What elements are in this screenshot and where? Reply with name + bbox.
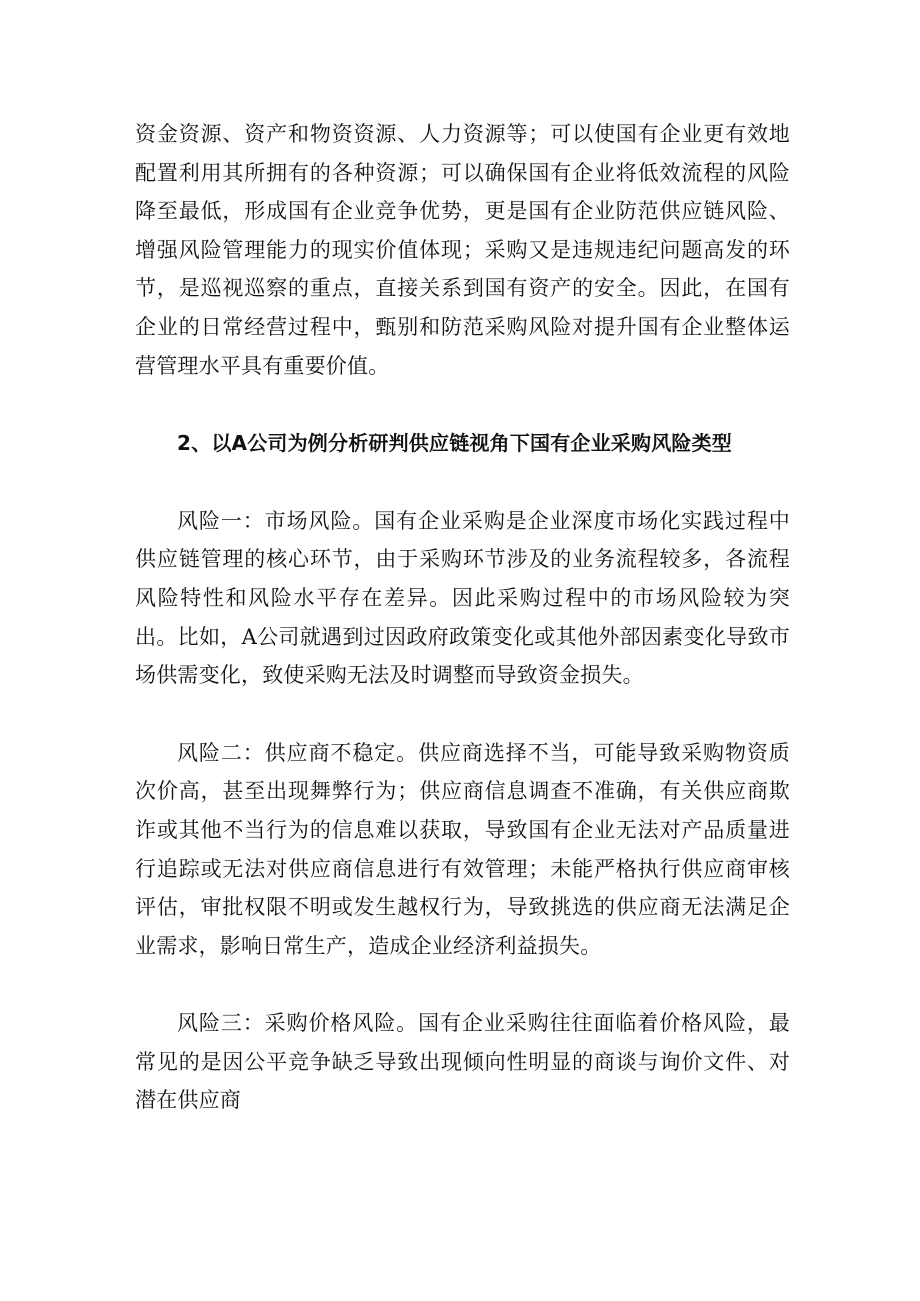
document-body bbox=[135, 115, 790, 1120]
risk-paragraph-supplier: 风险二：供应商不稳定。供应商选择不当，可能导致采购物资质次价高，甚至出现舞弊行为；供应商信息调查不准确，有关供应商欺诈或其他不当行为的信息难以获取，导致国有企业无法对产品质量进行追踪或无法对供应商信息进行有效管理；未能严格执行供应商审核评估，审批权限不明或发生越权行为，导致挑选的供应商无法满足企业需求，影响日常生产，造成企业经济利益损失。 bbox=[135, 740, 790, 958]
risk-paragraph-market: 风险一：市场风险。国有企业采购是企业深度市场化实践过程中供应链管理的核心环节，由于采购环节涉及的业务流程较多，各流程风险特性和风险水平存在差异。因此采购过程中的市场风险较为突出。比如，A公司就遇到过因政府政策变化或其他外部因素变化导致市场供需变化，致使采购无法及时调整而导致资金损失。 bbox=[135, 508, 790, 688]
section-heading: 2、以A公司为例分析研判供应链视角下国有企业采购风险类型 bbox=[177, 431, 732, 456]
risk-paragraph-price: 风险三：采购价格风险。国有企业采购往往面临着价格风险，最常见的是因公平竞争缺乏导致出现倾向性明显的商谈与询价文件、对潜在供应商 bbox=[135, 1011, 790, 1113]
paragraph-continuation: 资金资源、资产和物资资源、人力资源等；可以使国有企业更有效地配置利用其所拥有的各种资源；可以确保国有企业将低效流程的风险降至最低，形成国有企业竞争优势，更是国有企业防范供应链风险、增强风险管理能力的现实价值体现；采购又是违规违纪问题高发的环节，是巡视巡察的重点，直接关系到国有资产的安全。因此，在国有企业的日常经营过程中，甄别和防范采购风险对提升国有企业整体运营管理水平具有重要价值。 bbox=[135, 122, 790, 378]
